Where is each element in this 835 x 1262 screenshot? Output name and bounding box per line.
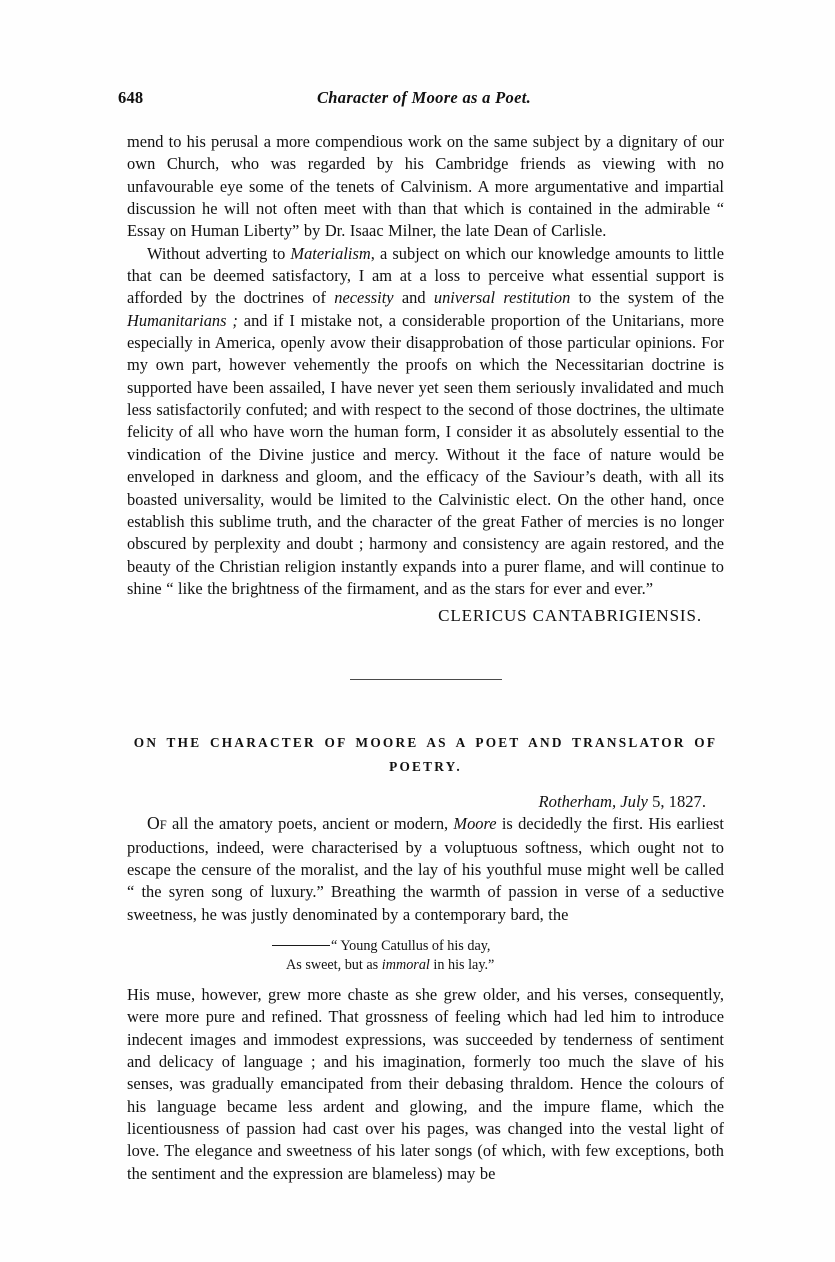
body-text: Without adverting to — [147, 243, 291, 263]
dateline-date: 5, 1827. — [647, 792, 706, 812]
article-opening-paragraph — [127, 812, 724, 926]
article-title — [127, 731, 724, 779]
running-head-title: Character of Moore as a Poet. — [316, 88, 532, 107]
article-title-line-1: ON THE CHARACTER OF MOORE AS A POET AND TRANSLATOR OF — [133, 735, 718, 751]
emphasised-text: Moore — [453, 814, 497, 834]
emphasised-text: Materialism — [290, 243, 371, 263]
article-dateline — [127, 792, 724, 812]
verse-line-2 — [272, 956, 724, 975]
article-title-line-2: POETRY. — [389, 759, 462, 775]
verse-line-2-before: As sweet, but as — [286, 956, 382, 973]
divider-rule — [350, 679, 502, 680]
emphasised-text: necessity — [334, 288, 394, 308]
dateline-place: Rotherham, July — [538, 792, 648, 812]
article-signature: CLERICUS CANTABRIGIENSIS. — [438, 606, 702, 626]
emphasised-text: universal restitution — [433, 288, 571, 308]
paragraph-continuation — [127, 131, 724, 243]
body-text: and if I mistake not, a considerable proportion of the Unitarians, more especially in America, openly avow their disapprobation of those particular opinions. For my own part, however vehemently the proofs on which the Necessitarian doctrine is supported have been assailed, I have never yet seen them seriously invalidated and much less satisfactorily confuted; and with respect to the second of those doctrines, the ultimate felicity of all who have worn the human form, I consider it as absolutely essential to the vindication of the Divine justice and mercy. Without it the face of nature would be enveloped in darkness and gloom, and the efficacy of the Saviour’s death, with all its boasted universality, would be limited to the Calvinistic elect. On the other hand, once establish this sublime truth, and the character of the great Father of mercies is no longer obscured by perplexity and doubt ; harmony and consistency are again restored, and the beauty of the Christian religion instantly expands into a purer flame, and will continue to shine “ like the brightness of the firmament, and as the stars for ever and ever.” — [127, 310, 724, 598]
article-closing-paragraph: His muse, however, grew more chaste as she grew older, and his verses, consequently, were more pure and refined. That grossness of feeling which had led him to introduce indecent images and immodest expressions, was succeeded by tenderness of sentiment and delicacy of language ; and his imagination, formerly too much the slave of his senses, was gradually emancipated from their debasing thraldom. Hence the colours of his language became less ardent and glowing, and the impure flame, which the licentiousness of passion had cast over his pages, was changed into the vestal light of love. The elegance and sweetness of his later songs (of which, with few exceptions, both the sentiment and the expression are blameless) may be — [127, 984, 724, 1183]
verse-line-2-italic: immoral — [381, 956, 430, 973]
verse-line-1 — [272, 937, 724, 956]
running-head — [118, 88, 730, 110]
paragraph-initial-letter: O — [147, 813, 160, 834]
section-divider — [127, 670, 724, 684]
body-text: is decidedly the first. His earliest productions, indeed, were characterised by a voluptuous softness, which ought not to escape the censure of the moralist, and the lay of his youthful muse might well be called “ the syren song of luxury.” Breathing the warmth of passion in verse of a seductive sweetness, he was justly denominated by a contemporary bard, the — [127, 814, 724, 924]
verse-quotation — [127, 937, 724, 975]
verse-line-2-after: in his lay.” — [429, 956, 495, 973]
verse-line-1-text: “ Young Catullus of his day, — [331, 937, 491, 954]
body-text: mend to his perusal a more compendious work on the same subject by a dignitary of our own Church, who was regarded by his Cambridge friends as viewing with no unfavourable eye some of the tenets of Calvinism. A more argumentative and impartial discussion he will not often meet with than that which is contained in the admirable “ Essay on Human Liberty” by Dr. Isaac Milner, the late Dean of Carlisle. — [127, 132, 724, 241]
page-folio-number: 648 — [118, 88, 144, 107]
body-text: , a subject on which our knowledge amounts to little that can be deemed satisfactory, I am at a loss to perceive what essential support is afforded by the doctrines of — [127, 243, 724, 308]
emphasised-text: Humanitarians ; — [127, 310, 238, 330]
body-text: to the system of the — [570, 288, 725, 308]
body-text: all the amatory poets, ancient or modern, — [166, 814, 454, 834]
body-text: and — [393, 288, 434, 308]
verse-dash-rule — [272, 945, 330, 946]
text-column — [127, 131, 724, 1185]
paragraph-materialism — [127, 243, 724, 601]
paragraph-small-cap: F — [159, 818, 167, 833]
